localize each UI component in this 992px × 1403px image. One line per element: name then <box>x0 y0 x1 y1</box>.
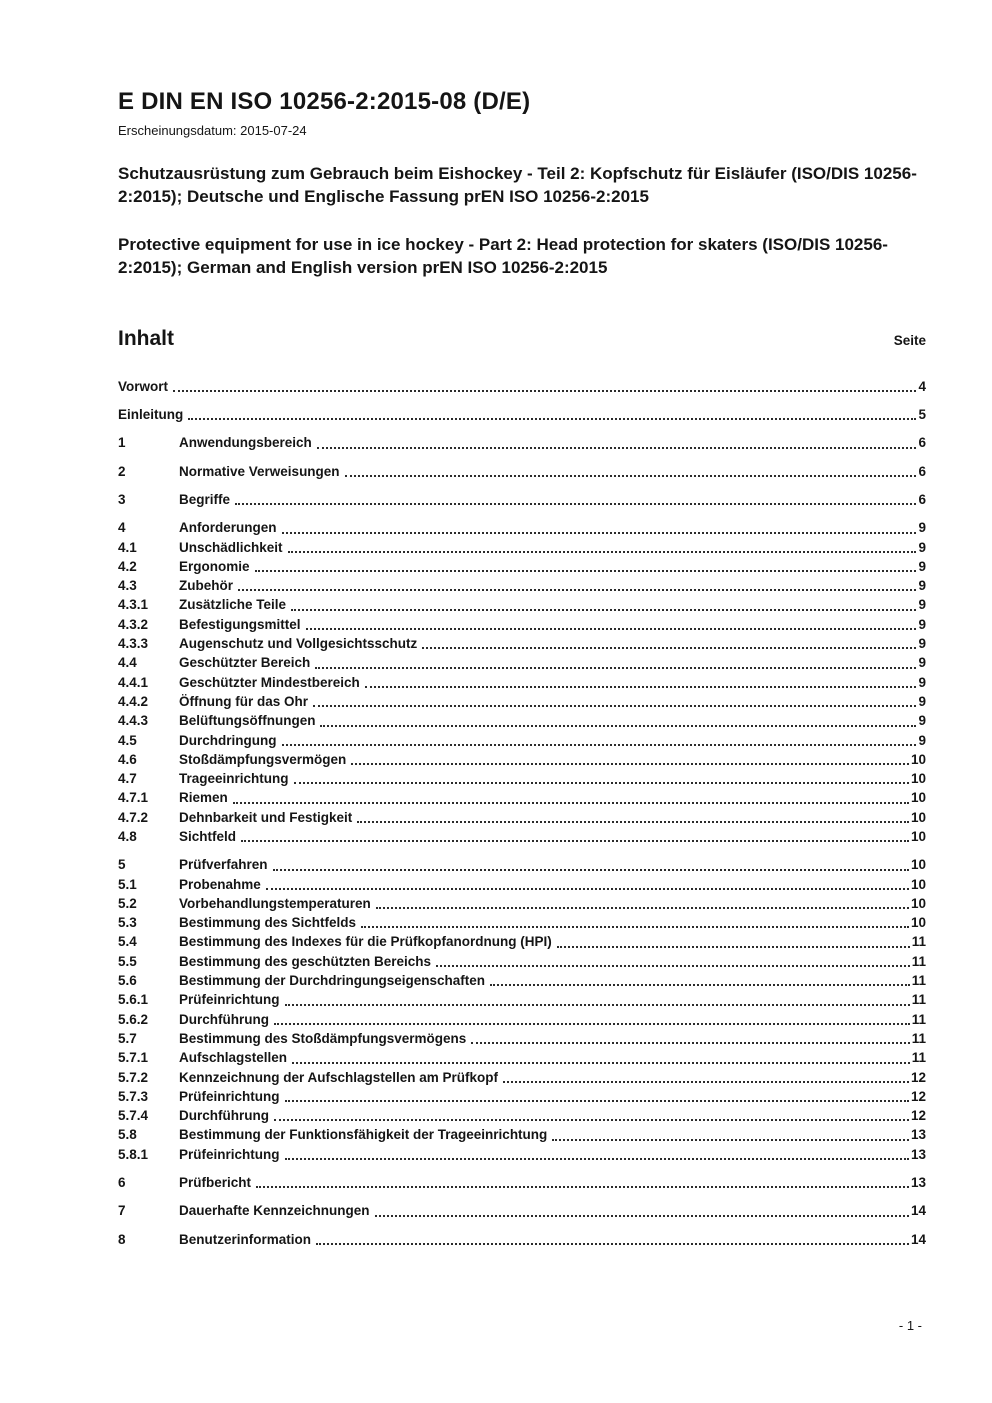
toc-leader-dots <box>288 551 917 553</box>
toc-entry-number: 4.8 <box>118 828 137 844</box>
toc-row <box>118 1010 926 1029</box>
toc-leader-dots <box>282 532 917 534</box>
toc-leader-dots <box>282 744 917 746</box>
toc-leader-dots <box>471 1042 909 1044</box>
toc-entry-page: 9 <box>918 597 926 613</box>
toc-entry-label: Bestimmung des Stoßdämpfungsvermögens <box>179 1030 467 1046</box>
toc-entry-page: 6 <box>918 491 926 507</box>
toc-entry-label: Probenahme <box>179 876 261 892</box>
toc-entry-page: 9 <box>918 636 926 652</box>
toc-entry-number: 5.4 <box>118 934 137 950</box>
toc-entry-page: 9 <box>918 713 926 729</box>
toc-row <box>118 673 926 692</box>
toc-entry-number: 4.4.1 <box>118 674 149 690</box>
toc-entry-number: 5.7.3 <box>118 1088 149 1104</box>
toc-entry-number: 5.8 <box>118 1127 137 1143</box>
toc-row <box>118 634 926 653</box>
toc-leader-dots <box>552 1139 909 1141</box>
toc-entry-label: Stoßdämpfungsvermögen <box>179 751 347 767</box>
toc-entry-label: Begriffe <box>179 491 231 507</box>
toc-entry-label: Riemen <box>179 790 228 806</box>
toc-row <box>118 913 926 932</box>
toc-entry-page: 5 <box>918 407 926 423</box>
toc-leader-dots <box>375 1215 909 1217</box>
toc-entry-number: 5.7.4 <box>118 1108 149 1124</box>
toc-entry-number: 5.3 <box>118 915 137 931</box>
toc-leader-dots <box>255 570 917 572</box>
toc-entry-label: Prüfverfahren <box>179 857 268 873</box>
toc-row <box>118 1048 926 1067</box>
toc-entry-page: 9 <box>918 732 926 748</box>
publication-date: Erscheinungsdatum: 2015-07-24 <box>118 123 307 138</box>
toc-entry-number: 4.5 <box>118 732 137 748</box>
toc-entry-number: 4.4.3 <box>118 713 149 729</box>
toc-row <box>118 952 926 971</box>
toc-leader-dots <box>376 907 909 909</box>
toc-row <box>118 557 926 576</box>
toc-row <box>118 1173 926 1192</box>
toc-row <box>118 894 926 913</box>
toc-entry-page: 11 <box>911 953 926 969</box>
toc-leader-dots <box>313 705 916 707</box>
toc-entry-page: 10 <box>910 915 926 931</box>
toc-leader-dots <box>241 840 909 842</box>
toc-leader-dots <box>274 1023 910 1025</box>
toc-entry-label: Dauerhafte Kennzeichnungen <box>179 1203 370 1219</box>
toc-leader-dots <box>188 418 916 420</box>
toc-leader-dots <box>266 888 909 890</box>
toc-entry-page: 4 <box>918 378 926 394</box>
toc-row <box>118 1087 926 1106</box>
toc-leader-dots <box>320 725 916 727</box>
toc-row <box>118 462 926 481</box>
toc-leader-dots <box>256 1186 909 1188</box>
toc-leader-dots <box>422 647 916 649</box>
toc-row <box>118 769 926 788</box>
toc-entry-number: 3 <box>118 491 126 507</box>
toc-entry-number: 1 <box>118 435 126 451</box>
toc-row <box>118 1230 926 1249</box>
toc-leader-dots <box>233 802 909 804</box>
toc-entry-number: 5.6.1 <box>118 992 149 1008</box>
toc-entry-page: 9 <box>918 558 926 574</box>
toc-leader-dots <box>361 926 909 928</box>
toc-leader-dots <box>557 946 910 948</box>
toc-entry-label: Normative Verweisungen <box>179 463 340 479</box>
toc-entry-label: Dehnbarkeit und Festigkeit <box>179 809 353 825</box>
toc-entry-number: 4.6 <box>118 751 137 767</box>
toc-entry-page: 13 <box>910 1175 926 1191</box>
toc-row <box>118 538 926 557</box>
toc-row <box>118 1201 926 1220</box>
toc-row <box>118 692 926 711</box>
toc-entry-number: 2 <box>118 463 126 479</box>
toc-entry-label: Geschützter Bereich <box>179 655 311 671</box>
toc-entry-number: 4.3.3 <box>118 636 149 652</box>
toc-entry-page: 13 <box>910 1127 926 1143</box>
toc-leader-dots <box>235 503 916 505</box>
toc-entry-page: 10 <box>910 828 926 844</box>
toc-entry-page: 10 <box>910 895 926 911</box>
toc-row <box>118 576 926 595</box>
toc-entry-page: 11 <box>911 1011 926 1027</box>
toc-entry-page: 9 <box>918 616 926 632</box>
toc-entry-page: 10 <box>910 771 926 787</box>
toc-leader-dots <box>316 1243 909 1245</box>
toc-row <box>118 808 926 827</box>
toc-row <box>118 711 926 730</box>
toc-row <box>118 1068 926 1087</box>
toc-entry-number: 5.7.1 <box>118 1050 149 1066</box>
toc-row <box>118 971 926 990</box>
toc-entry-page: 12 <box>910 1069 926 1085</box>
toc-row <box>118 855 926 874</box>
toc-row <box>118 1145 926 1164</box>
toc-row <box>118 731 926 750</box>
toc-row <box>118 1029 926 1048</box>
toc-leader-dots <box>503 1081 909 1083</box>
toc-entry-label: Bestimmung des geschützten Bereichs <box>179 953 432 969</box>
toc-entry-label: Augenschutz und Vollgesichtsschutz <box>179 636 418 652</box>
toc-entry-label: Geschützter Mindestbereich <box>179 674 360 690</box>
toc-entry-label: Trageeinrichtung <box>179 771 289 787</box>
toc-row <box>118 827 926 846</box>
toc-row <box>118 990 926 1009</box>
toc-entry-page: 10 <box>910 809 926 825</box>
toc-page-column-heading: Seite <box>893 332 926 348</box>
toc-entry-number: 5.7 <box>118 1030 137 1046</box>
toc-entry-number: 5 <box>118 857 126 873</box>
toc-entry-number: 4.3 <box>118 578 137 594</box>
toc-entry-label: Bestimmung des Sichtfelds <box>179 915 357 931</box>
toc-entry-label: Sichtfeld <box>179 828 237 844</box>
toc-entry-number: 5.6.2 <box>118 1011 149 1027</box>
toc-entry-label: Prüfeinrichtung <box>179 992 280 1008</box>
toc-row <box>118 490 926 509</box>
toc-leader-dots <box>365 686 917 688</box>
toc-entry-number: 5.2 <box>118 895 137 911</box>
toc-entry-number: 4.1 <box>118 539 137 555</box>
toc-leader-dots <box>306 628 917 630</box>
toc-entry-label: Kennzeichnung der Aufschlagstellen am Prüfkopf <box>179 1069 499 1085</box>
toc-row <box>118 1125 926 1144</box>
toc <box>118 377 926 1249</box>
toc-entry-number: 4.2 <box>118 558 137 574</box>
toc-entry-label: Einleitung <box>118 407 184 423</box>
toc-entry-label: Zubehör <box>179 578 233 594</box>
toc-entry-page: 6 <box>918 463 926 479</box>
toc-leader-dots <box>285 1100 909 1102</box>
toc-leader-dots <box>238 589 916 591</box>
toc-leader-dots <box>345 475 917 477</box>
toc-leader-dots <box>436 965 910 967</box>
toc-entry-page: 13 <box>910 1146 926 1162</box>
toc-entry-number: 4.4.2 <box>118 693 149 709</box>
toc-entry-page: 14 <box>910 1231 926 1247</box>
toc-row <box>118 433 926 452</box>
footer-page-number: - 1 - <box>898 1318 922 1333</box>
toc-entry-page: 9 <box>918 520 926 536</box>
toc-leader-dots <box>490 984 910 986</box>
toc-entry-page: 10 <box>910 857 926 873</box>
toc-entry-number: 4.7.1 <box>118 790 149 806</box>
toc-entry-label: Prüfbericht <box>179 1175 252 1191</box>
toc-row <box>118 932 926 951</box>
toc-entry-label: Belüftungsöffnungen <box>179 713 316 729</box>
document-title: E DIN EN ISO 10256-2:2015-08 (D/E) <box>118 88 531 115</box>
toc-row <box>118 405 926 424</box>
toc-entry-label: Bestimmung des Indexes für die Prüfkopfanordnung (HPI) <box>179 934 552 950</box>
toc-entry-label: Vorwort <box>118 378 168 394</box>
toc-entry-page: 9 <box>918 674 926 690</box>
toc-entry-label: Anwendungsbereich <box>179 435 312 451</box>
toc-leader-dots <box>173 390 916 392</box>
toc-entry-label: Bestimmung der Funktionsfähigkeit der Trageeinrichtung <box>179 1127 548 1143</box>
toc-entry-page: 11 <box>911 1030 926 1046</box>
toc-entry-page: 6 <box>918 435 926 451</box>
toc-entry-page: 12 <box>910 1088 926 1104</box>
toc-entry-label: Prüfeinrichtung <box>179 1088 280 1104</box>
toc-entry-number: 5.5 <box>118 953 137 969</box>
toc-row <box>118 1106 926 1125</box>
toc-entry-page: 9 <box>918 693 926 709</box>
toc-entry-number: 4.7 <box>118 771 137 787</box>
toc-leader-dots <box>285 1004 910 1006</box>
toc-leader-dots <box>274 1119 909 1121</box>
toc-entry-label: Durchführung <box>179 1108 269 1124</box>
toc-row <box>118 518 926 537</box>
toc-leader-dots <box>351 763 909 765</box>
toc-entry-page: 11 <box>911 973 926 989</box>
toc-header <box>118 327 926 351</box>
toc-entry-label: Aufschlagstellen <box>179 1050 288 1066</box>
toc-entry-page: 14 <box>910 1203 926 1219</box>
toc-entry-label: Durchdringung <box>179 732 277 748</box>
toc-entry-page: 11 <box>911 1050 926 1066</box>
toc-entry-number: 4.7.2 <box>118 809 149 825</box>
toc-leader-dots <box>357 821 909 823</box>
toc-row <box>118 653 926 672</box>
toc-leader-dots <box>315 667 916 669</box>
toc-leader-dots <box>294 782 909 784</box>
toc-entry-label: Prüfeinrichtung <box>179 1146 280 1162</box>
toc-leader-dots <box>285 1158 909 1160</box>
toc-entry-label: Anforderungen <box>179 520 277 536</box>
toc-entry-number: 4.3.2 <box>118 616 149 632</box>
toc-row <box>118 875 926 894</box>
toc-entry-label: Bestimmung der Durchdringungseigenschaften <box>179 973 486 989</box>
toc-entry-page: 12 <box>910 1108 926 1124</box>
toc-entry-number: 6 <box>118 1175 126 1191</box>
toc-heading: Inhalt <box>118 326 174 350</box>
toc-entry-number: 7 <box>118 1203 126 1219</box>
toc-row <box>118 788 926 807</box>
toc-entry-number: 4 <box>118 520 126 536</box>
toc-leader-dots <box>291 609 916 611</box>
toc-row <box>118 615 926 634</box>
toc-entry-number: 5.7.2 <box>118 1069 149 1085</box>
document-title-english: Protective equipment for use in ice hockey - Part 2: Head protection for skaters (ISO/DIS 10256-2:2015); German and English version prEN ISO 10256-2:2015 <box>118 234 888 277</box>
toc-entry-page: 10 <box>910 790 926 806</box>
toc-entry-number: 4.4 <box>118 655 137 671</box>
toc-entry-page: 9 <box>918 578 926 594</box>
toc-entry-label: Zusätzliche Teile <box>179 597 287 613</box>
toc-entry-label: Öffnung für das Ohr <box>179 693 308 709</box>
toc-leader-dots <box>292 1062 910 1064</box>
toc-entry-number: 8 <box>118 1231 126 1247</box>
toc-entry-label: Benutzerinformation <box>179 1231 312 1247</box>
toc-row <box>118 595 926 614</box>
toc-entry-number: 4.3.1 <box>118 597 149 613</box>
toc-leader-dots <box>317 447 917 449</box>
toc-leader-dots <box>273 869 909 871</box>
toc-entry-page: 11 <box>911 992 926 1008</box>
toc-entry-number: 5.1 <box>118 876 137 892</box>
toc-entry-label: Durchführung <box>179 1011 269 1027</box>
toc-entry-label: Ergonomie <box>179 558 250 574</box>
toc-entry-number: 5.6 <box>118 973 137 989</box>
toc-row <box>118 377 926 396</box>
toc-entry-page: 9 <box>918 539 926 555</box>
toc-entry-page: 10 <box>910 876 926 892</box>
toc-entry-label: Befestigungsmittel <box>179 616 301 632</box>
toc-entry-label: Vorbehandlungstemperaturen <box>179 895 371 911</box>
toc-entry-page: 10 <box>910 751 926 767</box>
toc-entry-page: 9 <box>918 655 926 671</box>
toc-entry-number: 5.8.1 <box>118 1146 149 1162</box>
document-title-german: Schutzausrüstung zum Gebrauch beim Eishockey - Teil 2: Kopfschutz für Eisläufer (ISO/DIS 10256-2:2015); Deutsche und Englische Fassung prEN ISO 10256-2:2015 <box>118 164 917 206</box>
toc-row <box>118 750 926 769</box>
toc-entry-label: Unschädlichkeit <box>179 539 283 555</box>
toc-entry-page: 11 <box>911 934 926 950</box>
